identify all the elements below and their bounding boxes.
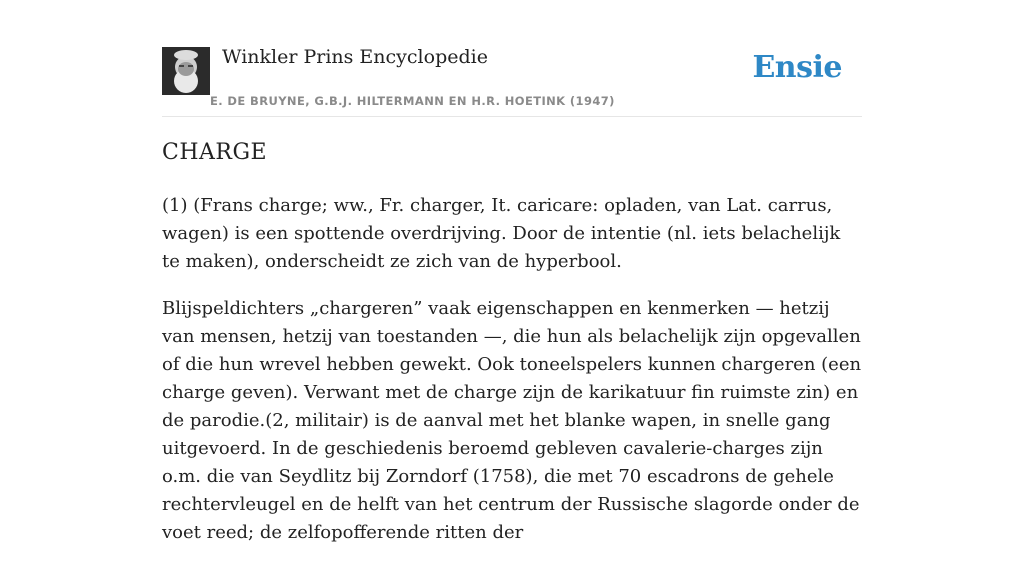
article-body [162,192,862,566]
ensie-logo-link[interactable]: Ensie [752,50,842,85]
site-header [162,44,862,117]
authors-credit: E. DE BRUYNE, G.B.J. HILTERMANN EN H.R. HOETINK (1947) [210,94,615,108]
article-title: CHARGE [162,140,268,165]
author-portrait-icon [162,47,210,95]
article-paragraph: (1) (Frans charge; ww., Fr. charger, It. caricare: opladen, van Lat. carrus, wagen) is een spottende overdrijving. Door de intentie (nl. iets belachelijk te maken), onderscheidt ze zich van de hyperbool. [162,195,841,272]
article-paragraph: Blijspeldichters „chargeren” vaak eigenschappen en kenmerken — hetzij van mensen, hetzij van toestanden —, die hun als belachelijk zijn opgevallen of die hun wrevel hebben gewekt. Ook toneelspelers kunnen chargeren (een charge geven). Verwant met de charge zijn de karikatuur fin ruimste zin) en de parodie.(2, militair) is de aanval met het blanke wapen, in snelle gang uitgevoerd. In de geschiedenis beroemd gebleven cavalerie-charges zijn o.m. die van Seydlitz bij Zorndorf (1758), die met 70 escadrons de gehele rechtervleugel en de helft van het centrum der Russische slagorde onder de voet reed; de zelfopofferende ritten der [162,298,862,543]
site-title[interactable]: Winkler Prins Encyclopedie [222,46,488,68]
